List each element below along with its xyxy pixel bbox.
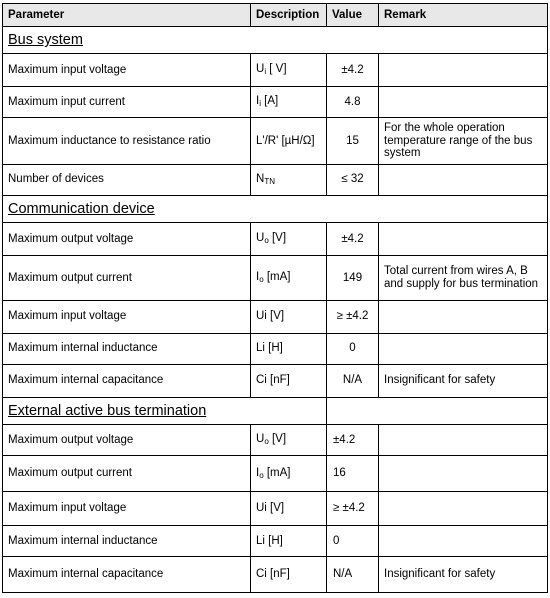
description-cell: [251, 223, 327, 256]
value-cell: ±4.2: [327, 54, 379, 87]
parameter-cell: Maximum internal capacitance: [3, 365, 251, 398]
description-symbol: I: [256, 466, 260, 479]
value-cell: 16: [327, 456, 379, 492]
description-cell: [251, 365, 327, 398]
value-cell: ±4.2: [327, 223, 379, 256]
value-cell: 15: [327, 118, 379, 164]
header-remark: Remark: [379, 4, 548, 27]
section-row: [3, 27, 548, 54]
section-spacer: [251, 27, 548, 54]
value-cell: N/A: [327, 557, 379, 593]
remark-cell: [379, 456, 548, 492]
table-row: [3, 424, 548, 456]
table-row: [3, 255, 548, 300]
table-row: [3, 525, 548, 557]
description-cell: [251, 255, 327, 300]
description-symbol: Ui [V]: [256, 310, 285, 323]
description-symbol: Ci [nF]: [256, 374, 290, 387]
remark-cell: [379, 86, 548, 118]
description-cell: [251, 54, 327, 87]
value-cell: N/A: [327, 365, 379, 398]
description-cell: [251, 557, 327, 593]
table-row: [3, 557, 548, 593]
table-row: [3, 365, 548, 398]
table-row: [3, 118, 548, 164]
header-value: Value: [327, 4, 379, 27]
value-cell: ±4.2: [327, 424, 379, 456]
parameter-cell: Maximum output voltage: [3, 424, 251, 456]
description-subscript: i: [259, 99, 261, 109]
description-symbol: Li [H]: [256, 534, 283, 547]
description-subscript: o: [259, 274, 264, 284]
remark-cell: [379, 164, 548, 196]
description-subscript: i: [264, 67, 267, 77]
header-parameter: Parameter: [3, 4, 251, 27]
table-row: [3, 223, 548, 256]
parameter-cell: Maximum output current: [3, 255, 251, 300]
header-row: [3, 4, 548, 27]
remark-cell: [379, 223, 548, 256]
parameter-cell: Number of devices: [3, 164, 251, 196]
description-subscript: o: [264, 437, 269, 447]
description-symbol: U: [256, 232, 265, 245]
parameter-cell: Maximum output current: [3, 456, 251, 492]
description-cell: [251, 492, 327, 526]
section-title: External active bus termination: [3, 397, 251, 424]
description-cell: [251, 301, 327, 334]
header-description: Description: [251, 4, 327, 27]
description-cell: [251, 118, 327, 164]
remark-cell: Insignificant for safety: [379, 365, 548, 398]
description-cell: [251, 456, 327, 492]
parameter-cell: Maximum input voltage: [3, 301, 251, 334]
parameter-cell: Maximum input voltage: [3, 492, 251, 526]
description-symbol: Li [H]: [256, 342, 283, 355]
description-symbol: Ci [nF]: [256, 568, 290, 581]
description-unit: [mA]: [263, 270, 291, 283]
parameter-cell: Maximum internal capacitance: [3, 557, 251, 593]
value-cell: ≥ ±4.2: [327, 301, 379, 334]
parameter-cell: Maximum input voltage: [3, 54, 251, 87]
remark-cell: For the whole operation temperature range of the bus system: [379, 118, 548, 164]
value-cell: 149: [327, 255, 379, 300]
remark-cell: [379, 301, 548, 334]
parameter-cell: Maximum internal inductance: [3, 333, 251, 365]
description-unit: [ V]: [266, 63, 287, 76]
description-cell: [251, 424, 327, 456]
value-cell: ≤ 32: [327, 164, 379, 196]
description-unit: [V]: [268, 433, 287, 446]
description-symbol: Ui [V]: [256, 501, 285, 514]
section-row: [3, 397, 548, 424]
remark-cell: [379, 333, 548, 365]
table-row: [3, 54, 548, 87]
table-row: [3, 86, 548, 118]
value-cell: 0: [327, 525, 379, 557]
description-cell: [251, 525, 327, 557]
section-title: Bus system: [3, 27, 251, 54]
description-symbol: L'/R' [µH/Ω]: [256, 134, 315, 147]
table-body: [3, 27, 548, 593]
description-subscript: o: [264, 236, 269, 246]
description-symbol: U: [256, 433, 265, 446]
description-symbol: I: [256, 270, 260, 283]
section-spacer: [251, 196, 548, 223]
remark-cell: Total current from wires A, B and supply for bus termination: [379, 255, 548, 300]
table-row: [3, 164, 548, 196]
remark-cell: [379, 54, 548, 87]
description-symbol: I: [256, 95, 260, 108]
table-row: [3, 333, 548, 365]
remark-cell: [379, 525, 548, 557]
description-subscript: o: [259, 470, 264, 480]
table-row: [3, 492, 548, 526]
section-row: [3, 196, 548, 223]
value-cell: 4.8: [327, 86, 379, 118]
description-unit: [V]: [268, 232, 287, 245]
table-row: [3, 301, 548, 334]
value-cell: ≥ ±4.2: [327, 492, 379, 526]
parameter-cell: Maximum internal inductance: [3, 525, 251, 557]
description-unit: [A]: [260, 95, 279, 108]
section-title: Communication device: [3, 196, 251, 223]
parameter-table: [2, 3, 548, 593]
description-cell: [251, 333, 327, 365]
parameter-cell: Maximum inductance to resistance ratio: [3, 118, 251, 164]
remark-cell: [379, 424, 548, 456]
description-symbol: N: [256, 172, 265, 185]
parameter-cell: Maximum output voltage: [3, 223, 251, 256]
table-row: [3, 456, 548, 492]
remark-cell: [379, 492, 548, 526]
description-cell: [251, 86, 327, 118]
description-cell: [251, 164, 327, 196]
section-spacer: [327, 397, 548, 424]
section-spacer: [251, 397, 327, 424]
description-subscript: TN: [264, 176, 275, 186]
remark-cell: Insignificant for safety: [379, 557, 548, 593]
parameter-cell: Maximum input current: [3, 86, 251, 118]
value-cell: 0: [327, 333, 379, 365]
description-symbol: U: [256, 63, 265, 76]
description-unit: [mA]: [263, 466, 291, 479]
